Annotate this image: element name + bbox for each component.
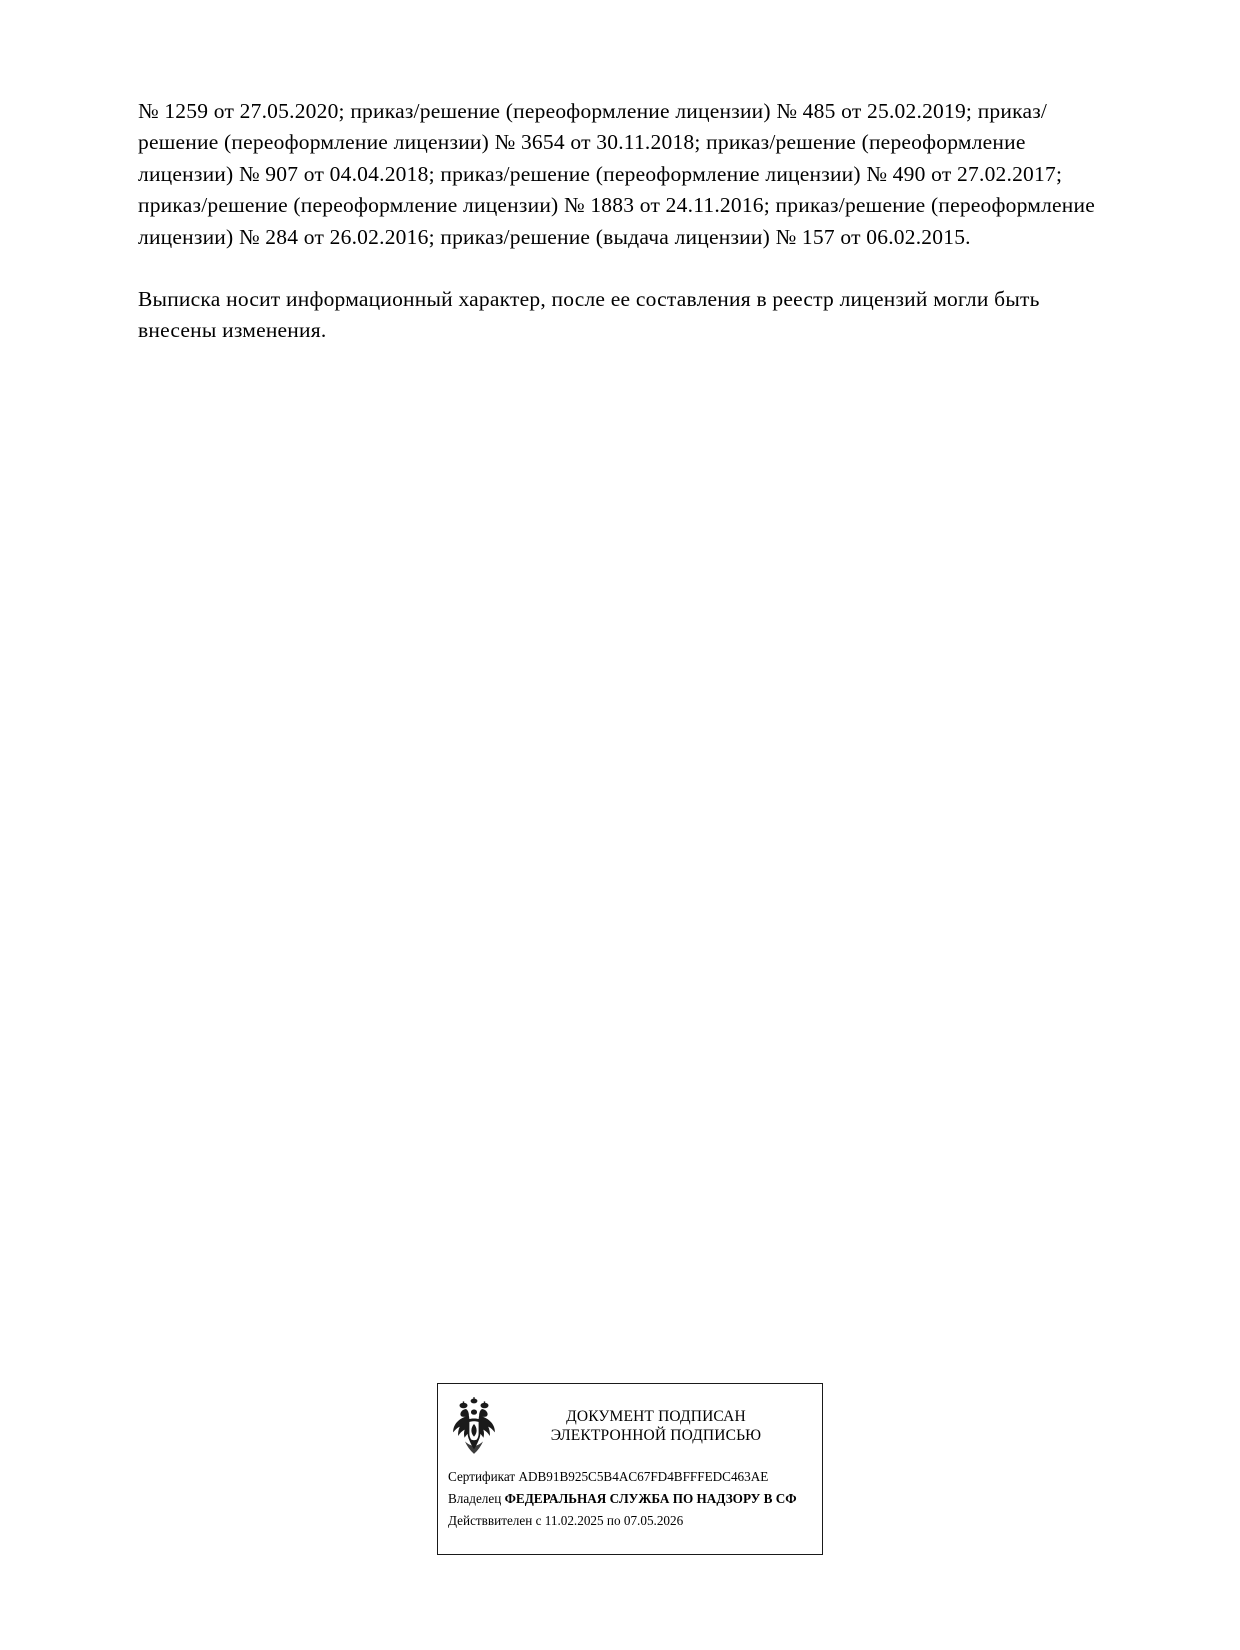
double-headed-eagle-emblem-icon (448, 1395, 500, 1457)
stamp-owner-line (448, 1488, 822, 1510)
stamp-title-line-1: ДОКУМЕНТ ПОДПИСАН (566, 1408, 746, 1425)
stamp-valid-to-label: по (606, 1513, 621, 1528)
stamp-certificate-value: ADB91B925C5B4AC67FD4BFFFEDC463AE (518, 1469, 769, 1484)
electronic-signature-stamp (437, 1383, 823, 1555)
paragraph-license-orders: № 1259 от 27.05.2020; приказ/решение (переоформление лицензии) № 485 от 25.02.2019; приказ/решение (переоформление лицензии) № 3654 от 30.11.2018; приказ/решение (переоформление лицензии) № 907 от 04.04.2018; приказ/решение (переоформление лицензии) № 490 от 27.02.2017; приказ/решение (переоформление лицензии) № 1883 от 24.11.2016; приказ/решение (переоформление лицензии) № 284 от 26.02.2016; приказ/решение (выдача лицензии) № 157 от 06.02.2015. (138, 99, 1095, 249)
stamp-validity-line (448, 1510, 822, 1532)
stamp-title (506, 1407, 814, 1445)
stamp-owner-value: ФЕДЕРАЛЬНАЯ СЛУЖБА ПО НАДЗОРУ В СФ (504, 1491, 797, 1506)
stamp-certificate-line (448, 1466, 822, 1488)
stamp-owner-label: Владелец (448, 1491, 502, 1506)
stamp-title-line-2: ЭЛЕКТРОННОЙ ПОДПИСЬЮ (550, 1427, 762, 1444)
stamp-certificate-label: Сертификат (448, 1469, 516, 1484)
stamp-header (438, 1384, 822, 1462)
paragraph-disclaimer: Выписка носит информационный характер, после ее составления в реестр лицензий могли быть внесены изменения. (138, 287, 1040, 343)
stamp-valid-label: Действвителен с (448, 1513, 542, 1528)
document-body (138, 96, 1103, 347)
stamp-details (438, 1462, 822, 1532)
stamp-valid-to: 07.05.2026 (623, 1513, 684, 1528)
stamp-valid-from: 11.02.2025 (544, 1513, 604, 1528)
